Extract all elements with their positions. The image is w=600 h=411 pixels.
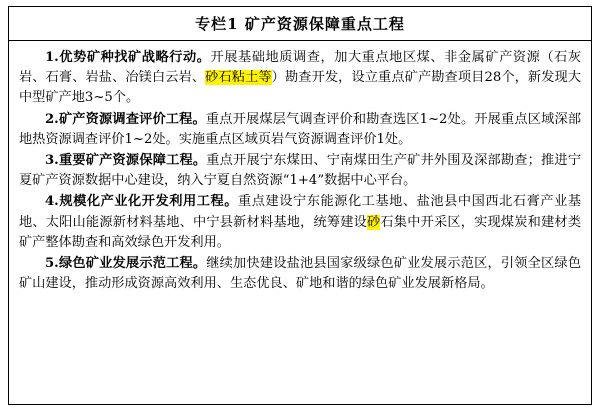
paragraph-text: 开展基础地质调查，加大重点地区煤、非金属矿产资源（石灰岩、石膏、岩盐、冶镁白云岩、	[19, 50, 582, 86]
paragraph-heading: 重要矿产资源保障工程。	[58, 153, 207, 169]
paragraph-text: 重点开展宁东煤田、宁南煤田生产矿井外围及深部勘查；推进宁夏矿产资源数据中心建设，纳入宁夏自然资源“1+4”数据中心平台。	[19, 153, 582, 189]
paragraph-3	[19, 151, 581, 191]
paragraph-text: 石集中开采区，实现煤炭和建材类矿产整体勘查和高效绿色开发利用。	[19, 214, 582, 250]
paragraph-text: 继续加快建设盐池县国家级绿色矿业发展示范区，引领全区绿色矿山建设，推动形成资源高效利用、生态优良、矿地和谐的绿色矿业发展新格局。	[19, 256, 582, 292]
paragraph-heading: 矿产资源调查评价工程。	[58, 111, 206, 127]
callout-title-bar	[9, 7, 591, 41]
paragraph-text: ）勘查开发，设立重点矿产勘查项目28个，新发现大中型矿产地3~5个。	[19, 70, 582, 106]
paragraph-text: 重点建设宁东能源化工基地、盐池县中国西北石膏产业基地、太阳山能源新材料基地、中宁县新材料基地，统筹建设	[19, 194, 582, 230]
paragraph-number: 4.	[45, 194, 59, 210]
page-title: 专栏1 矿产资源保障重点工程	[195, 15, 405, 33]
highlighted-text: 砂石粘土等	[205, 70, 272, 86]
paragraph-text: 重点开展煤层气调查评价和勘查选区1~2处。开展重点区域深部地热资源调查评价1~2处。实施重点区域页岩气资源调查评价1处。	[19, 111, 582, 147]
paragraph-number: 1.	[45, 50, 59, 65]
highlighted-text: 砂	[367, 214, 381, 230]
paragraph-4	[19, 192, 581, 253]
paragraph-number: 3.	[45, 153, 59, 169]
callout-box	[8, 6, 592, 405]
paragraph-2	[19, 110, 581, 150]
paragraph-heading: 规模化产业化开发利用工程。	[58, 194, 238, 210]
paragraph-5	[19, 254, 581, 294]
paragraph-heading: 绿色矿业发展示范工程。	[58, 256, 207, 272]
paragraph-1	[19, 48, 581, 109]
paragraph-number: 5.	[45, 256, 59, 272]
paragraph-number: 2.	[45, 111, 59, 127]
paragraph-heading: 优势矿种找矿战略行动。	[58, 50, 211, 65]
callout-body	[9, 41, 591, 294]
